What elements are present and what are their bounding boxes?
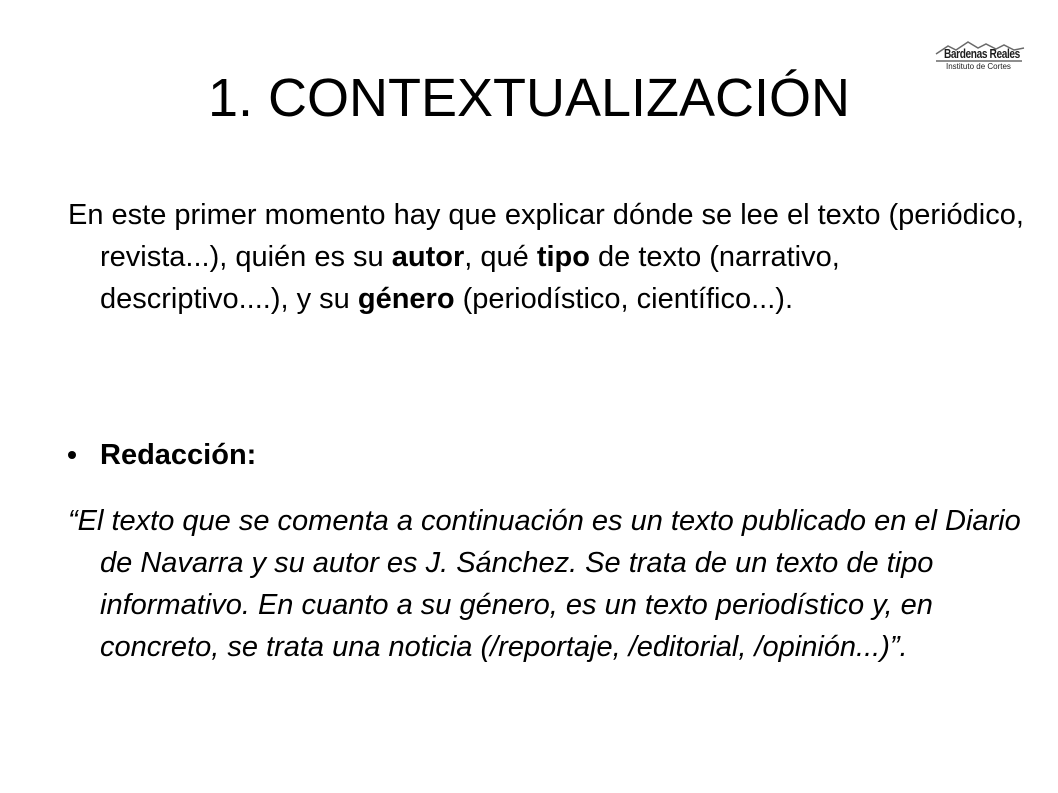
bold-term-genero: género bbox=[357, 283, 455, 315]
bullet-dot-icon bbox=[68, 451, 76, 459]
logo-subtitle: Instituto de Cortes bbox=[946, 62, 1011, 71]
bullet-label: Redacción: bbox=[100, 439, 257, 471]
logo-name: Bardenas Reales bbox=[944, 46, 1020, 61]
intro-text: En este primer momento hay que explicar dónde se lee el texto (periódico, revista...), quién es su bbox=[68, 199, 1024, 273]
slide-title: 1. CONTEXTUALIZACIÓN bbox=[207, 68, 851, 128]
quote-paragraph: “El texto que se comenta a continuación es un texto publicado en el Diario de Navarra y su autor es J. Sánchez. Se trata de un texto de tipo informativo. En cuanto a su género, es un texto periodístico y, en concreto, se trata una noticia (/reportaje, /editorial, /opinión...)”. bbox=[68, 505, 1021, 663]
intro-paragraph bbox=[68, 194, 1030, 320]
intro-text: (periodístico, científico...). bbox=[454, 283, 794, 315]
bold-term-autor: autor bbox=[391, 241, 465, 273]
bold-term-tipo: tipo bbox=[536, 241, 590, 273]
intro-text: de texto (narrativo, descriptivo....), y su bbox=[100, 241, 840, 315]
intro-text: , qué bbox=[464, 241, 537, 273]
